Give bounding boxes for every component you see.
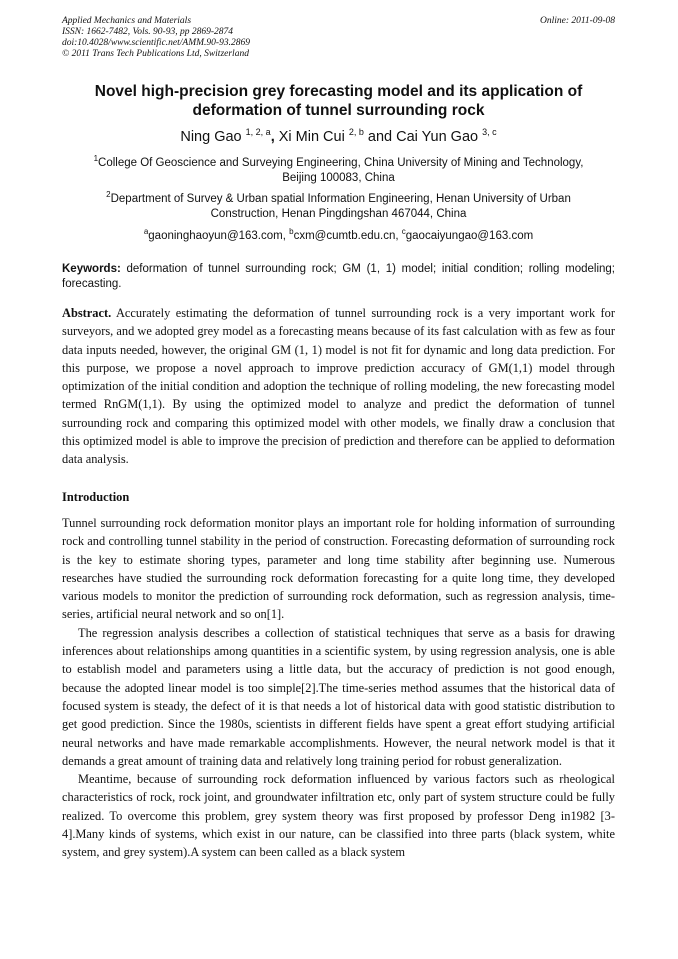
paper-title	[62, 82, 615, 120]
keywords-text: deformation of tunnel surrounding rock; GM (1, 1) model; initial condition; rolling modeling; forecasting.	[62, 263, 615, 290]
abstract-text: Accurately estimating the deformation of tunnel surrounding rock is a very important work for surveyors, and we adopted grey model as a forecasting means because of its fast calculation with as few as four data inputs needed, however, the original GM (1, 1) model is not fit for dynamic and long data prediction. For this purpose, we propose a novel approach to improve prediction accuracy of GM(1,1) model through optimization of the initial condition and adoption the technique of rolling modeling, the new forecasting model termed RnGM(1,1). By using the optimized model to analyze and predict the deformation of tunnel surrounding rock and comparing this optimized model with other models, we finally draw a conclusion that this optimized model is able to improve the precision of prediction and therefore can be applied to deformation data analysis.	[62, 306, 615, 467]
title-line-2: deformation of tunnel surrounding rock	[192, 102, 485, 119]
introduction-heading: Introduction	[62, 490, 130, 504]
intro-paragraph-1: Tunnel surrounding rock deformation monitor plays an important role for holding information of surrounding rock and controlling tunnel stability in the period of construction. Forecasting deformation of surrounding rock is the key to estimate shoring types, parameter and long time stability after beginning use. Numerous researches have studied the surrounding rock deformation forecasting for a quite long time, they developed various models to monitor the prediction of surrounding rock deformation, such as regression analysis, time-series, artificial neural network and so on[1].	[62, 516, 615, 622]
author-3-name: Cai Yun Gao	[396, 129, 479, 145]
keywords-label: Keywords:	[62, 263, 121, 275]
affiliation-1-line-2: Beijing 100083, China	[282, 172, 395, 184]
title-line-1: Novel high-precision grey forecasting model and its application of	[94, 83, 583, 100]
intro-paragraph-2: The regression analysis describes a collection of statistical techniques that serve as a basis for drawing inferences about relationships among quantities in a scientific system, by using regression analysis, one is able to establish model and parameters using a little data, but the accuracy of prediction is not good enough, because the adopted linear model is too simple[2].The time-series method assumes that the historical data of focused system is steady, the defect of it is that needs a lot of historical data with good statistic distribution to get good prediction. Since the 1980s, scientists in different fields have spent a great effort studying artificial neural networks and have made remarkable accomplishments. However, the neural network model is that it demands a great amount of training data and relatively long training period for robust generalization.	[62, 625, 615, 768]
author-list	[62, 127, 615, 147]
affiliation-1	[62, 156, 615, 186]
journal-header	[62, 16, 615, 60]
introduction-body	[62, 514, 615, 862]
abstract-label: Abstract.	[62, 306, 112, 320]
author-2-sup: 2, b	[348, 127, 364, 137]
email-a-sup: a	[143, 227, 149, 236]
affiliation-2	[62, 192, 615, 222]
email-b: cxm@cumtb.edu.cn,	[293, 230, 402, 242]
affiliation-2-sup: 2	[106, 190, 111, 199]
email-line	[62, 229, 615, 244]
email-c: gaocaiyungao@163.com	[405, 230, 534, 242]
author-1-sup: 1, 2, a	[245, 127, 271, 137]
author-and: and	[363, 129, 397, 145]
intro-paragraph-3: Meantime, because of surrounding rock deformation influenced by various factors such as rheological characteristics of rock, rock joint, and groundwater infiltration etc, only part of system structure could be fully realized. To overcome this problem, grey system theory was first proposed by professor Deng in1982 [3-4].Many kinds of systems, which exist in our nature, can be classified into three parts (black system, white system, and grey system).A system can been called as a black system	[62, 772, 615, 860]
doi-line: doi:10.4028/www.scientific.net/AMM.90-93.2869	[62, 38, 250, 48]
keywords	[62, 262, 615, 292]
author-2-name: Xi Min Cui	[274, 129, 345, 145]
email-b-sup: b	[289, 227, 294, 236]
affiliation-2-line-1: Department of Survey & Urban spatial Information Engineering, Henan University of Urban	[110, 193, 571, 205]
email-c-sup: c	[401, 227, 406, 236]
journal-name: Applied Mechanics and Materials	[62, 16, 192, 26]
email-a: gaoninghaoyun@163.com,	[148, 230, 290, 242]
affiliation-1-sup: 1	[93, 154, 99, 163]
affiliation-2-line-2: Construction, Henan Pingdingshan 467044, China	[210, 208, 467, 220]
abstract	[62, 304, 615, 469]
copyright-line: © 2011 Trans Tech Publications Ltd, Switzerland	[62, 49, 249, 59]
issn-line: ISSN: 1662-7482, Vols. 90-93, pp 2869-2874	[62, 27, 233, 37]
author-3-sup: 3, c	[482, 127, 497, 137]
online-date: Online: 2011-09-08	[539, 16, 615, 26]
affiliation-1-line-1: College Of Geoscience and Surveying Engineering, China University of Mining and Technology,	[98, 157, 584, 169]
author-1-name: Ning Gao	[180, 129, 242, 145]
author-separator: ,	[270, 129, 275, 145]
